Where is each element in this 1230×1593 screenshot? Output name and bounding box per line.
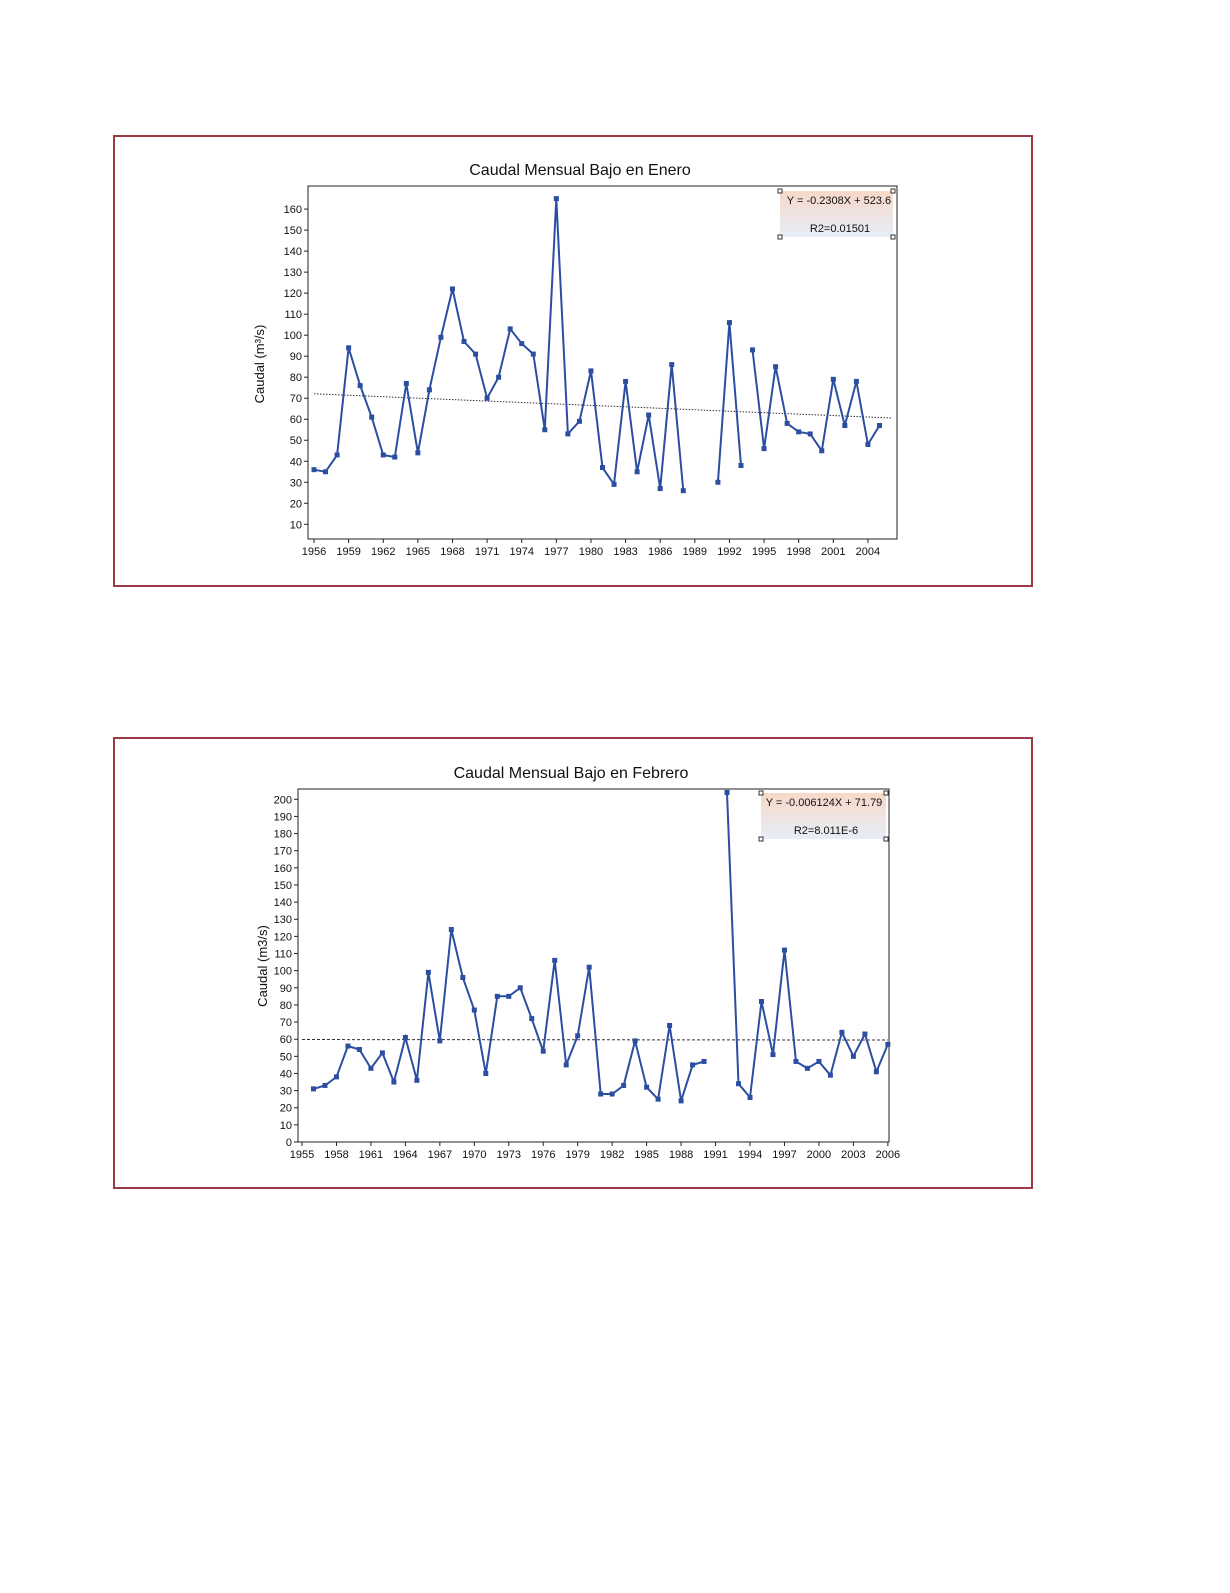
x-tick-label: 2004 [855, 546, 881, 558]
chart-title: Caudal Mensual Bajo en Enero [469, 162, 691, 179]
x-tick-label: 1968 [440, 546, 465, 558]
data-point[interactable] [427, 387, 432, 392]
data-point[interactable] [392, 455, 397, 460]
x-tick-label: 1998 [786, 546, 811, 558]
data-point[interactable] [842, 423, 847, 428]
y-tick-label: 200 [273, 794, 292, 807]
y-tick-label: 50 [279, 1051, 292, 1064]
data-point[interactable] [854, 379, 859, 384]
chart-febrero [255, 765, 900, 1161]
data-point[interactable] [414, 1078, 419, 1083]
data-point[interactable] [773, 364, 778, 369]
data-point[interactable] [621, 1083, 626, 1088]
y-tick-label: 30 [279, 1085, 292, 1098]
y-tick-label: 130 [283, 267, 302, 280]
data-point[interactable] [518, 985, 523, 990]
data-point[interactable] [531, 352, 536, 357]
x-tick-label: 1994 [737, 1149, 763, 1161]
data-point[interactable] [681, 488, 686, 493]
data-point[interactable] [311, 1086, 316, 1091]
data-point[interactable] [322, 1083, 327, 1088]
x-tick-label: 2000 [806, 1149, 832, 1161]
y-tick-label: 70 [279, 1017, 292, 1030]
data-point[interactable] [323, 469, 328, 474]
x-tick-label: 1985 [634, 1149, 659, 1161]
data-point[interactable] [415, 450, 420, 455]
x-tick-label: 1982 [599, 1149, 625, 1161]
data-point[interactable] [335, 452, 340, 457]
data-point[interactable] [851, 1054, 856, 1059]
x-tick-label: 1991 [703, 1149, 728, 1161]
equation-box[interactable] [778, 189, 895, 239]
x-tick-label: 1976 [530, 1149, 556, 1161]
x-tick-label: 1956 [301, 546, 327, 558]
data-point[interactable] [862, 1032, 867, 1037]
y-tick-label: 100 [283, 330, 302, 343]
data-point[interactable] [519, 341, 524, 346]
data-point[interactable] [472, 1008, 477, 1013]
x-tick-label: 2006 [875, 1149, 901, 1161]
y-tick-label: 90 [279, 982, 292, 995]
data-point[interactable] [770, 1052, 775, 1057]
x-tick-label: 1955 [289, 1149, 315, 1161]
data-point[interactable] [658, 486, 663, 491]
data-point[interactable] [759, 999, 764, 1004]
y-tick-label: 150 [283, 225, 302, 238]
y-tick-label: 0 [285, 1137, 292, 1149]
chart-title: Caudal Mensual Bajo en Febrero [453, 765, 689, 782]
y-tick-label: 60 [279, 1034, 292, 1047]
data-point[interactable] [669, 362, 674, 367]
data-point[interactable] [565, 431, 570, 436]
data-point[interactable] [485, 396, 490, 401]
data-point[interactable] [877, 423, 882, 428]
data-point[interactable] [598, 1092, 603, 1097]
y-axis-label: Caudal (m³/s) [252, 324, 267, 404]
data-point[interactable] [368, 1066, 373, 1071]
trend-equation: Y = -0.2308X + 523.6 [786, 195, 892, 207]
data-point[interactable] [612, 482, 617, 487]
data-point[interactable] [381, 452, 386, 457]
data-point[interactable] [462, 339, 467, 344]
data-point[interactable] [357, 1047, 362, 1052]
trend-equation: Y = -0.006124X + 71.79 [765, 797, 883, 809]
data-point[interactable] [554, 196, 559, 201]
data-point[interactable] [736, 1081, 741, 1086]
data-point[interactable] [623, 379, 628, 384]
data-point[interactable] [438, 335, 443, 340]
data-point[interactable] [667, 1023, 672, 1028]
x-tick-label: 1959 [336, 546, 361, 558]
y-tick-label: 190 [273, 811, 292, 824]
y-tick-label: 170 [273, 845, 292, 858]
data-point[interactable] [460, 975, 465, 980]
y-tick-label: 110 [284, 309, 302, 322]
x-tick-label: 1973 [496, 1149, 522, 1161]
data-point[interactable] [646, 413, 651, 418]
y-tick-label: 120 [273, 931, 292, 944]
data-point[interactable] [588, 368, 593, 373]
data-point[interactable] [552, 958, 557, 963]
x-tick-label: 2001 [821, 546, 846, 558]
data-point[interactable] [587, 965, 592, 970]
trend-r2: R2=0.01501 [809, 223, 871, 235]
data-point[interactable] [437, 1038, 442, 1043]
data-point[interactable] [679, 1098, 684, 1103]
data-point[interactable] [345, 1044, 350, 1049]
data-point[interactable] [450, 286, 455, 291]
x-tick-label: 1989 [682, 546, 708, 558]
x-tick-label: 1986 [647, 546, 673, 558]
y-tick-label: 110 [274, 948, 292, 961]
y-tick-label: 50 [289, 435, 302, 448]
y-tick-label: 130 [273, 914, 292, 927]
y-tick-label: 40 [289, 456, 302, 469]
x-tick-label: 1964 [393, 1149, 418, 1161]
data-point[interactable] [496, 375, 501, 380]
x-tick-label: 1992 [717, 546, 742, 558]
data-point[interactable] [358, 383, 363, 388]
data-point[interactable] [391, 1080, 396, 1085]
data-point[interactable] [495, 994, 500, 999]
x-tick-label: 1974 [509, 546, 534, 558]
plot-area [308, 186, 897, 539]
y-tick-label: 60 [289, 414, 302, 427]
data-point[interactable] [600, 465, 605, 470]
x-tick-label: 1980 [578, 546, 604, 558]
data-point[interactable] [577, 419, 582, 424]
data-point[interactable] [334, 1074, 339, 1079]
x-tick-label: 1970 [462, 1149, 487, 1161]
y-tick-label: 10 [289, 519, 302, 532]
y-axis-label: Caudal (m3/s) [255, 925, 270, 1007]
data-point[interactable] [785, 421, 790, 426]
y-tick-label: 30 [289, 477, 302, 490]
x-tick-label: 1997 [772, 1149, 797, 1161]
equation-box[interactable] [759, 791, 888, 841]
data-point[interactable] [738, 463, 743, 468]
data-point[interactable] [380, 1050, 385, 1055]
data-point[interactable] [403, 1035, 408, 1040]
data-point[interactable] [508, 326, 513, 331]
y-tick-label: 160 [273, 862, 292, 875]
data-point[interactable] [865, 442, 870, 447]
data-point[interactable] [635, 469, 640, 474]
data-point[interactable] [839, 1030, 844, 1035]
x-tick-label: 1958 [324, 1149, 349, 1161]
data-point[interactable] [449, 927, 454, 932]
data-point[interactable] [541, 1049, 546, 1054]
data-point[interactable] [575, 1033, 580, 1038]
data-point[interactable] [483, 1071, 488, 1076]
y-tick-label: 40 [279, 1068, 292, 1081]
y-tick-label: 180 [273, 828, 292, 841]
x-tick-label: 1967 [427, 1149, 453, 1161]
data-point[interactable] [796, 429, 801, 434]
y-tick-label: 80 [279, 999, 292, 1012]
data-point[interactable] [564, 1062, 569, 1067]
y-tick-label: 150 [273, 879, 292, 892]
plot-area [298, 789, 889, 1142]
data-point[interactable] [750, 347, 755, 352]
x-tick-label: 1965 [405, 546, 431, 558]
data-point[interactable] [816, 1059, 821, 1064]
data-point[interactable] [529, 1016, 534, 1021]
x-tick-label: 1979 [565, 1149, 590, 1161]
data-point[interactable] [748, 1095, 753, 1100]
y-tick-label: 80 [289, 372, 302, 385]
data-point[interactable] [793, 1059, 798, 1064]
y-tick-label: 140 [273, 897, 292, 910]
data-point[interactable] [633, 1038, 638, 1043]
trend-r2: R2=8.011E-6 [793, 825, 859, 837]
data-point[interactable] [762, 446, 767, 451]
y-tick-label: 160 [283, 204, 302, 217]
data-point[interactable] [727, 320, 732, 325]
data-point[interactable] [715, 480, 720, 485]
data-point[interactable] [506, 994, 511, 999]
x-tick-label: 1971 [474, 546, 500, 558]
data-point[interactable] [874, 1069, 879, 1074]
x-tick-label: 1961 [358, 1149, 384, 1161]
data-point[interactable] [426, 970, 431, 975]
y-tick-label: 100 [273, 965, 292, 978]
data-point[interactable] [542, 427, 547, 432]
data-point[interactable] [885, 1042, 890, 1047]
y-tick-label: 20 [279, 1102, 292, 1115]
data-point[interactable] [782, 948, 787, 953]
x-tick-label: 1983 [613, 546, 638, 558]
data-point[interactable] [346, 345, 351, 350]
chart-enero [252, 162, 897, 558]
y-tick-label: 120 [283, 288, 302, 301]
data-point[interactable] [805, 1066, 810, 1071]
x-tick-label: 2003 [841, 1149, 866, 1161]
data-point[interactable] [404, 381, 409, 386]
y-tick-label: 90 [289, 351, 302, 364]
data-point[interactable] [702, 1059, 707, 1064]
x-tick-label: 1962 [370, 546, 396, 558]
y-tick-label: 20 [289, 498, 302, 511]
data-point[interactable] [312, 467, 317, 472]
x-tick-label: 1977 [544, 546, 569, 558]
data-point[interactable] [690, 1062, 695, 1067]
data-point[interactable] [828, 1073, 833, 1078]
data-point[interactable] [644, 1085, 649, 1090]
data-point[interactable] [369, 415, 374, 420]
data-point[interactable] [473, 352, 478, 357]
x-tick-label: 1988 [668, 1149, 694, 1161]
data-point[interactable] [656, 1097, 661, 1102]
data-point[interactable] [819, 448, 824, 453]
data-point[interactable] [725, 790, 730, 795]
x-tick-label: 1995 [751, 546, 777, 558]
y-tick-label: 70 [289, 393, 302, 406]
y-tick-label: 140 [283, 246, 302, 259]
data-point[interactable] [831, 377, 836, 382]
y-tick-label: 10 [279, 1119, 292, 1132]
data-point[interactable] [610, 1092, 615, 1097]
data-point[interactable] [808, 431, 813, 436]
